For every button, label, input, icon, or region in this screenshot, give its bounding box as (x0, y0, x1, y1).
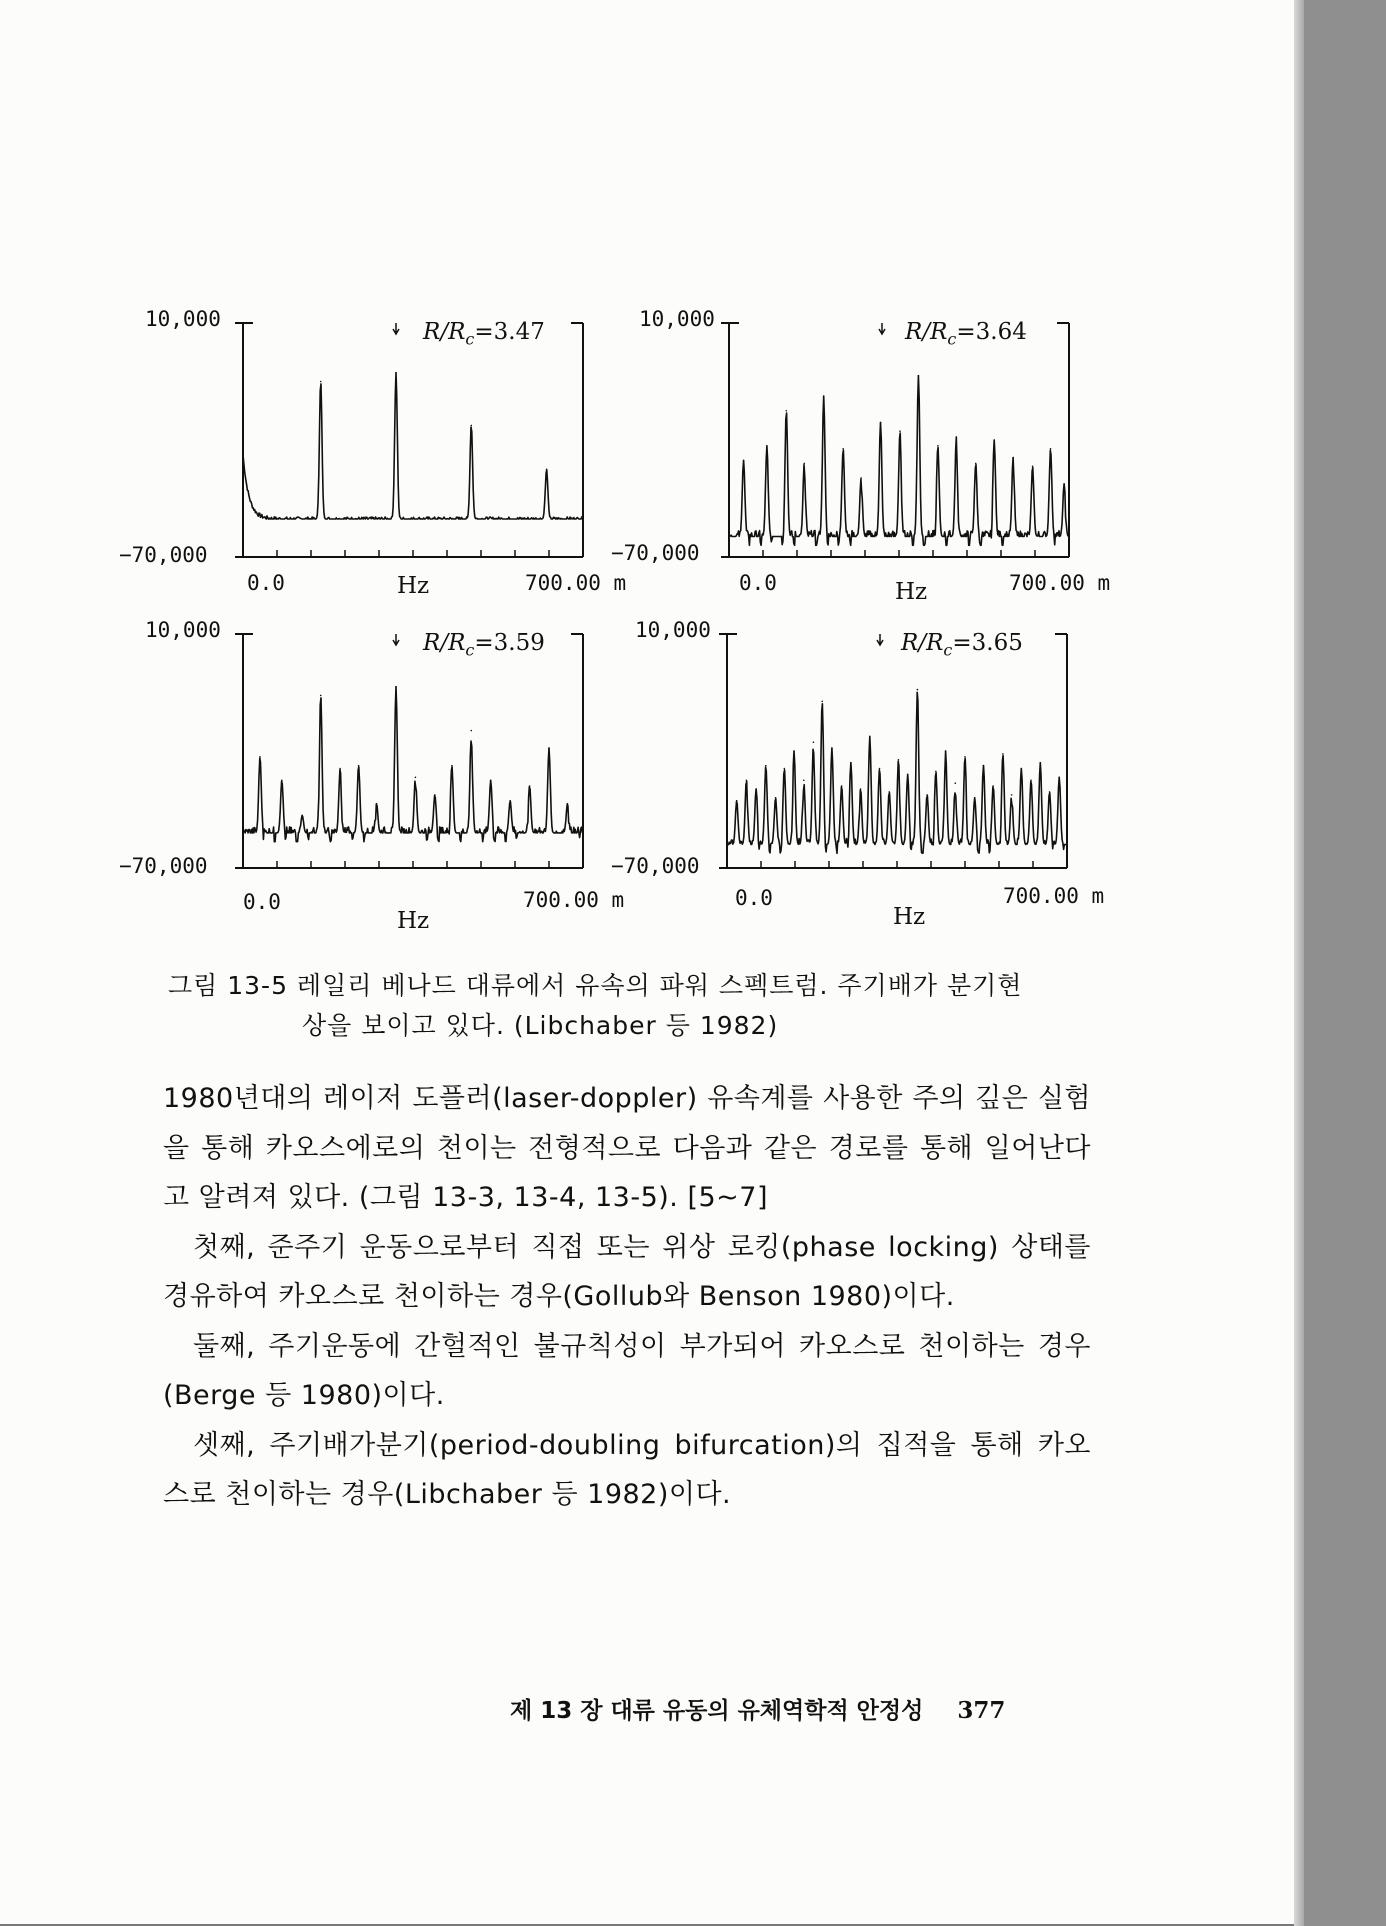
spectrum-peak (1012, 457, 1014, 459)
spectrum-peak (434, 794, 436, 796)
spectrum-peak (803, 779, 805, 781)
spectrum-panel-d (611, 618, 1105, 930)
y-max-label: 10,000 (145, 307, 221, 331)
spectrum-peak (1058, 777, 1060, 779)
spectrum-peak (879, 768, 881, 770)
spectrum-peak (917, 689, 919, 691)
x-axis-label: Hz (893, 904, 926, 930)
spectrum-peak (320, 381, 322, 383)
spectrum-trace (243, 373, 583, 519)
spectrum-peak (975, 463, 977, 465)
spectrum-peak (935, 771, 937, 773)
marker-arrow (393, 634, 399, 645)
paragraph-2: 첫째, 준주기 운동으로부터 직접 또는 위상 로킹(phase locking) 상태를 경유하여 카오스로 천이하는 경우(Gollub와 Benson 1980)이다. (163, 1231, 1091, 1312)
spectrum-peak (743, 460, 745, 462)
spectrum-panel-b (611, 307, 1111, 605)
spectrum-trace (729, 376, 1069, 546)
spectrum-peak (259, 756, 261, 758)
x-max-label: 700.00 m (1009, 571, 1111, 595)
spectrum-peak (1049, 791, 1051, 793)
marker-arrow (879, 323, 885, 334)
x-min-label: 0.0 (243, 890, 281, 914)
ratio-label: $R/R_c=3.64$ (905, 319, 1027, 349)
spectrum-peak (281, 779, 283, 781)
x-max-label: 700.00 m (525, 571, 627, 595)
spectrum-plot-b (729, 323, 1069, 557)
spectrum-peak (945, 750, 947, 752)
spectrum-peak (470, 730, 472, 732)
spectrum-peak (869, 736, 871, 738)
spectrum-peak (993, 439, 995, 441)
x-max-label: 700.00 m (523, 888, 625, 912)
ratio-label: $R/R_c=3.65$ (901, 630, 1023, 660)
spectrum-peak (301, 815, 303, 817)
spectrum-peak (983, 765, 985, 767)
paragraph-4: 셋째, 주기배가분기(period-doubling bifurcation)의 집적을 통해 카오스로 천이하는 경우(Libchaber 등 1982)이다. (163, 1429, 1091, 1510)
x-axis-label: Hz (397, 573, 430, 599)
paragraph-1: 1980년대의 레이저 도플러(laser-doppler) 유속계를 사용한 주의 깊은 실험을 통해 카오스에로의 천이는 전형적으로 다음과 같은 경로를 통해 일어난다고 알려져 있다. (그림 13-3, 13-4, 13-5). [5~7] (163, 1083, 1091, 1213)
spectrum-peak (358, 765, 360, 767)
spectrum-peak (451, 765, 453, 767)
ratio-label: $R/R_c=3.47$ (423, 319, 545, 349)
spectrum-peak (860, 477, 862, 479)
spectrum-peak (907, 774, 909, 776)
spectrum-peak (956, 436, 958, 438)
spectrum-peak (1011, 794, 1013, 796)
spectrum-peak (567, 803, 569, 805)
spectrum-peak (803, 463, 805, 465)
spectrum-peak (746, 779, 748, 781)
spectrum-peak (376, 803, 378, 805)
spectrum-peak (1063, 483, 1065, 485)
spectrum-peak (888, 791, 890, 793)
page-edge (1294, 0, 1304, 1926)
spectrum-peak (1002, 753, 1004, 755)
spectrum-peak (470, 425, 472, 427)
x-axis-label: Hz (397, 908, 430, 934)
spectrum-peak (964, 756, 966, 758)
page-number: 377 (957, 1697, 1006, 1724)
spectrum-panel-a (119, 307, 627, 599)
running-footer (510, 1692, 1005, 1725)
spectrum-peak (954, 782, 956, 784)
spectrum-peak (775, 797, 777, 799)
caption-line-2: 상을 보이고 있다. (Libchaber 등 1982) (302, 1011, 779, 1040)
spectrum-peak (755, 788, 757, 790)
spectrum-peak (765, 765, 767, 767)
spectrum-peak (850, 762, 852, 764)
spectrum-peak (860, 788, 862, 790)
spectrum-peak (784, 768, 786, 770)
caption-line-1: 그림 13-5 레일리 베나드 대류에서 유속의 파워 스펙트럼. 주기배가 분기현 (168, 971, 1023, 1000)
y-min-label: −70,000 (611, 541, 700, 565)
x-axis-label: Hz (895, 579, 928, 605)
y-max-label: 10,000 (639, 307, 715, 331)
marker-arrow (877, 634, 883, 645)
spectrum-peak (766, 445, 768, 447)
ratio-label: $R/R_c=3.59$ (423, 630, 545, 660)
spectrum-peak (395, 372, 397, 374)
x-max-label: 700.00 m (1003, 884, 1105, 908)
spectrum-peak (736, 800, 738, 802)
spectrum-peak (1030, 779, 1032, 781)
spectrum-peak (899, 430, 901, 432)
spectrum-peak (992, 785, 994, 787)
spectrum-peak (918, 375, 920, 377)
y-min-label: −70,000 (611, 854, 700, 878)
spectrum-peak (339, 768, 341, 770)
body-text (163, 1074, 1091, 1520)
figure-caption (168, 966, 1108, 1046)
spectrum-peak (926, 794, 928, 796)
spectrum-peak (548, 747, 550, 749)
spectrum-peak (529, 785, 531, 787)
spectrum-peak (898, 759, 900, 761)
y-max-label: 10,000 (635, 618, 711, 642)
spectrum-peak (320, 695, 322, 697)
spectrum-peak (880, 422, 882, 424)
y-max-label: 10,000 (145, 618, 221, 642)
y-min-label: −70,000 (119, 854, 208, 878)
spectrum-peak (842, 448, 844, 450)
spectrum-peak (395, 686, 397, 688)
spectrum-peak (1021, 768, 1023, 770)
spectrum-peak (1032, 466, 1034, 468)
x-min-label: 0.0 (735, 886, 773, 910)
spectrum-peak (546, 468, 548, 470)
spectrum-peak (823, 395, 825, 397)
spectrum-peak (415, 777, 417, 779)
spectrum-panel-c (119, 618, 625, 934)
marker-arrow (393, 323, 399, 334)
spectrum-plot-c (243, 634, 583, 868)
paragraph-3: 둘째, 주기운동에 간헐적인 불규칙성이 부가되어 카오스로 천이하는 경우(Berge 등 1980)이다. (163, 1330, 1091, 1411)
spectrum-peak (786, 410, 788, 412)
x-min-label: 0.0 (247, 571, 285, 595)
spectrum-peak (937, 445, 939, 447)
chapter-title: 제 13 장 대류 유동의 유체역학적 안정성 (510, 1698, 924, 1724)
spectrum-peak (490, 779, 492, 781)
spectrum-peak (974, 797, 976, 799)
spectrum-plot-a (243, 323, 583, 557)
spectrum-peak (813, 741, 815, 743)
spectrum-plot-d (727, 634, 1067, 868)
spectrum-peak (1050, 448, 1052, 450)
spectrum-peak (841, 785, 843, 787)
spectrum-peak (793, 750, 795, 752)
spectrum-trace (243, 687, 583, 842)
spectrum-peak (831, 747, 833, 749)
spectrum-peak (1039, 762, 1041, 764)
y-min-label: −70,000 (119, 543, 208, 567)
spectrum-peak (821, 700, 823, 702)
spectrum-trace (727, 692, 1067, 853)
spectrum-peak (509, 800, 511, 802)
x-min-label: 0.0 (739, 571, 777, 595)
